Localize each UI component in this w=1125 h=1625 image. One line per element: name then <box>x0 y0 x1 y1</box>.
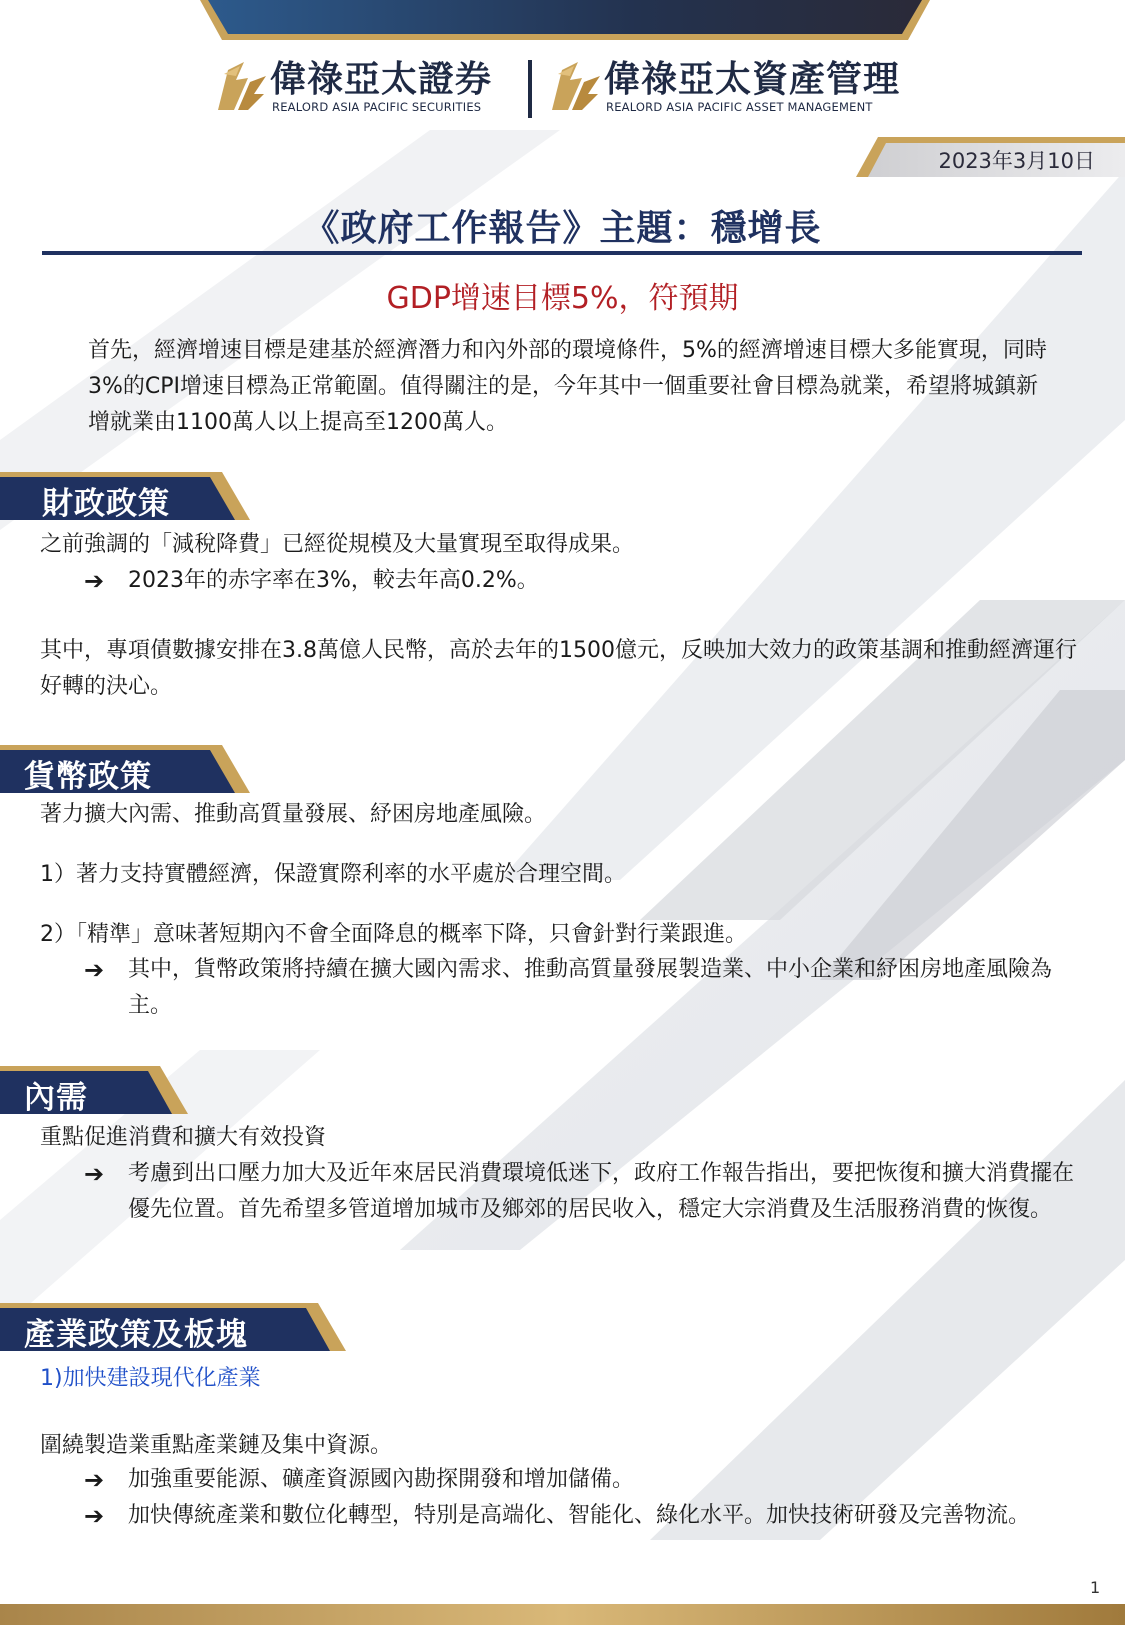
right-arrow-icon: ➔ <box>84 1160 105 1188</box>
section-header-fiscal <box>0 472 250 520</box>
logo-divider <box>528 60 532 118</box>
top-banner <box>0 0 1125 40</box>
section-title-industry: 產業政策及板塊 <box>24 1317 248 1353</box>
page-title: 《政府工作報告》主題：穩增長 <box>303 208 822 249</box>
industry-bullet-1-text: 加強重要能源、礦產資源國內勘探開發和增加儲備。 <box>128 1467 635 1492</box>
demand-line: 重點促進消費和擴大有效投資 <box>40 1125 327 1150</box>
right-arrow-icon: ➔ <box>84 1466 105 1494</box>
page-number: 1 <box>1090 1578 1101 1597</box>
monetary-bullet-1-text: 其中，貨幣政策將持續在擴大國內需求、推動高質量發展製造業、中小企業和紓困房地產風險為主。 <box>128 957 1053 1018</box>
section-title-fiscal: 財政政策 <box>42 486 170 522</box>
industry-bullet-2-text: 加快傳統產業和數位化轉型，特別是高端化、智能化、綠化水平。加快技術研發及完善物流。 <box>128 1503 1031 1528</box>
right-arrow-icon: ➔ <box>84 956 105 984</box>
fiscal-line: 之前強調的「減稅降費」已經從規模及大量實現至取得成果。 <box>40 532 635 557</box>
industry-line: 圍繞製造業重點產業鏈及集中資源。 <box>40 1433 393 1458</box>
logo-asset-cn: 偉祿亞太資產管理 <box>604 59 901 100</box>
intro-paragraph: 首先，經濟增速目標是建基於經濟潛力和內外部的環境條件，5%的經濟增速目標大多能實現，同時3%的CPI增速目標為正常範圍。值得關注的是，今年其中一個重要社會目標為就業，希望將城鎮新增就業由1100萬人以上提高至1200萬人。 <box>88 338 1047 435</box>
title-rule <box>42 251 1082 255</box>
monetary-line: 著力擴大內需、推動高質量發展、紓困房地產風險。 <box>40 802 547 827</box>
monetary-item-2: 2）「精準」意味著短期內不會全面降息的概率下降，只會針對行業跟進。 <box>40 922 747 947</box>
realord-lion-icon <box>548 60 604 114</box>
fiscal-bullet-1-text: 2023年的赤字率在3%，較去年高0.2%。 <box>128 568 539 593</box>
report-date: 2023年3月10日 <box>938 149 1095 173</box>
section-header-industry <box>0 1303 350 1351</box>
subtitle: GDP增速目標5%，符預期 <box>386 281 739 316</box>
bottom-bar <box>0 1604 1125 1625</box>
section-header-demand <box>0 1066 190 1114</box>
industry-subheading-1: 1)加快建設現代化產業 <box>40 1366 261 1391</box>
demand-bullet-1-text: 考慮到出口壓力加大及近年來居民消費環境低迷下，政府工作報告指出，要把恢復和擴大消費擺在優先位置。首先希望多管道增加城市及鄉郊的居民收入，穩定大宗消費及生活服務消費的恢復。 <box>128 1161 1075 1222</box>
right-arrow-icon: ➔ <box>84 567 105 595</box>
realord-lion-icon <box>214 60 270 114</box>
logo-securities <box>214 58 524 118</box>
section-title-monetary: 貨幣政策 <box>24 759 152 795</box>
logo-asset-en: REALORD ASIA PACIFIC ASSET MANAGEMENT <box>606 100 873 114</box>
logo-securities-en: REALORD ASIA PACIFIC SECURITIES <box>272 100 482 114</box>
logo-asset-management <box>548 58 908 118</box>
fiscal-paragraph-2: 其中，專項債數據安排在3.8萬億人民幣，高於去年的1500億元，反映加大效力的政策基調和推動經濟運行好轉的決心。 <box>40 638 1077 699</box>
logo-securities-cn: 偉祿亞太證券 <box>270 59 493 100</box>
section-header-monetary <box>0 745 250 793</box>
right-arrow-icon: ➔ <box>84 1502 105 1530</box>
monetary-item-1: 1）著力支持實體經濟，保證實際利率的水平處於合理空間。 <box>40 862 626 887</box>
section-title-demand: 內需 <box>24 1080 88 1116</box>
